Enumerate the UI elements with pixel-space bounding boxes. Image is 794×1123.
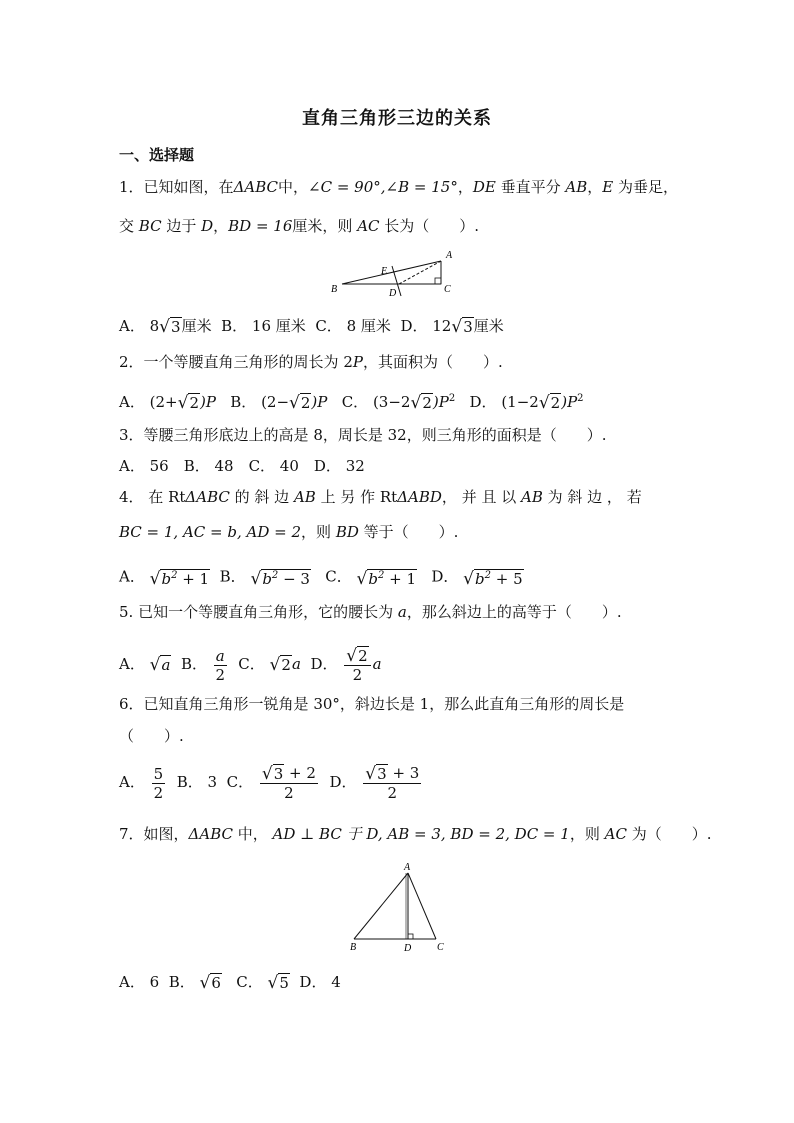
question-4-line-1: 4． 在 RtΔABC 的 斜 边 AB 上 另 作 RtΔABD， 并 且 以 AB 为 斜 边 ， 若 xyxy=(119,488,642,506)
question-6-options: A． $\frac{5}{2}$ B． 3 C． $\frac{√3 + 2}{2}$ D． $\frac{√3 + 3}{2}$ xyxy=(119,764,420,802)
question-5-options: A． √a B． $\frac{a}{2}$ C． √2a D． $\frac{√2}{2}$ a xyxy=(119,646,382,684)
figure-1-label-d: D xyxy=(389,288,397,299)
option-a: A． 6 xyxy=(119,973,160,991)
option-d: $(1-2√2)P^2$ xyxy=(501,393,584,413)
question-6-line-1: 6．已知直角三角形一锐角是 30°，斜边长是 1，那么此直角三角形的周长是 xyxy=(119,695,625,713)
option-a: 8√3厘米 xyxy=(149,317,212,337)
question-3: 3．等腰三角形底边上的高是 8，周长是 32，则三角形的面积是（ ）. xyxy=(119,426,607,444)
option-b: B． 3 xyxy=(176,773,218,791)
question-6-line-2: （ ）. xyxy=(119,727,184,745)
question-3-options: A． 56 B． 48 C． 40 D． 32 xyxy=(119,457,365,475)
option-b: (2−√2)P xyxy=(261,393,328,413)
question-7-options: A． 6 B． √6 C． √5 D． 4 xyxy=(119,973,341,993)
option-d: $√b^2 + 5$ xyxy=(463,569,523,589)
option-b: √6 xyxy=(199,973,221,993)
figure-1-label-e: E xyxy=(381,266,388,277)
question-5: 5. 已知一个等腰直角三角形，它的腰长为 a，那么斜边上的高等于（ ）. xyxy=(119,603,622,621)
option-b: B． 16 厘米 xyxy=(221,317,306,335)
question-2-options: A． (2+√2)P B． (2−√2)P C． $(3-2√2)P^2$ D． $(1-2√2)P^2$ xyxy=(119,393,584,413)
option-b: $√b^2 - 3$ xyxy=(250,569,310,589)
option-c: √5 xyxy=(267,973,289,993)
option-c: $\frac{√3 + 2}{2}$ xyxy=(261,764,316,802)
option-c: C． 8 厘米 xyxy=(315,317,391,335)
question-7: 7．如图，ΔABC 中， AD ⊥ BC 于 D, AB = 3, BD = 2, DC = 1，则 AC 为（ ）. xyxy=(119,825,712,843)
question-2: 2．一个等腰直角三角形的周长为 2P，其面积为（ ）. xyxy=(119,353,503,371)
option-a: (2+√2)P xyxy=(149,393,216,413)
option-d: $\frac{√3 + 3}{2}$ xyxy=(365,764,420,802)
page-title: 直角三角形三边的关系 xyxy=(302,108,492,129)
figure-1-label-c: C xyxy=(444,284,451,295)
option-a: $√b^2 + 1$ xyxy=(149,569,210,589)
figure-7-label-a: A xyxy=(404,862,411,873)
option-a: $\frac{5}{2}$ xyxy=(153,764,164,802)
question-1-options: A． 8√3厘米 B． 16 厘米 C． 8 厘米 D． 12√3厘米 xyxy=(119,317,504,337)
question-1-line-2: 交 BC 边于 D，BD = 16厘米，则 AC 长为（ ）. xyxy=(119,217,480,235)
question-1-figure xyxy=(330,244,465,302)
question-4-options: A． $√b^2 + 1$ B． $√b^2 - 3$ C． $√b^2 + 1$ D． $√b^2 + 5$ xyxy=(119,567,523,589)
option-c: √2a xyxy=(269,655,301,675)
question-4-line-2: BC = 1, AC = b, AD = 2，则 BD 等于（ ）. xyxy=(119,523,459,541)
option-a: √a xyxy=(149,655,171,675)
option-c: $√b^2 + 1$ xyxy=(356,569,417,589)
figure-1-label-b: B xyxy=(331,284,338,295)
option-d: 12√3厘米 xyxy=(432,317,504,337)
option-b: $\frac{a}{2}$ xyxy=(215,646,226,684)
option-d: D． 4 xyxy=(299,973,341,991)
section-heading: 一、选择题 xyxy=(119,146,195,164)
option-d: $\frac{√2}{2}$ a xyxy=(346,646,382,684)
figure-7-label-b: B xyxy=(350,942,357,953)
figure-7-label-d: D xyxy=(404,943,412,954)
question-1-line-1: 1．已知如图，在ΔABC中，∠C = 90°,∠B = 15°，DE 垂直平分 AB，E 为垂足， xyxy=(119,178,678,196)
figure-7-label-c: C xyxy=(437,942,444,953)
figure-1-label-a: A xyxy=(446,250,453,261)
question-7-figure xyxy=(340,860,460,956)
option-c: $(3-2√2)P^2$ xyxy=(372,393,456,413)
